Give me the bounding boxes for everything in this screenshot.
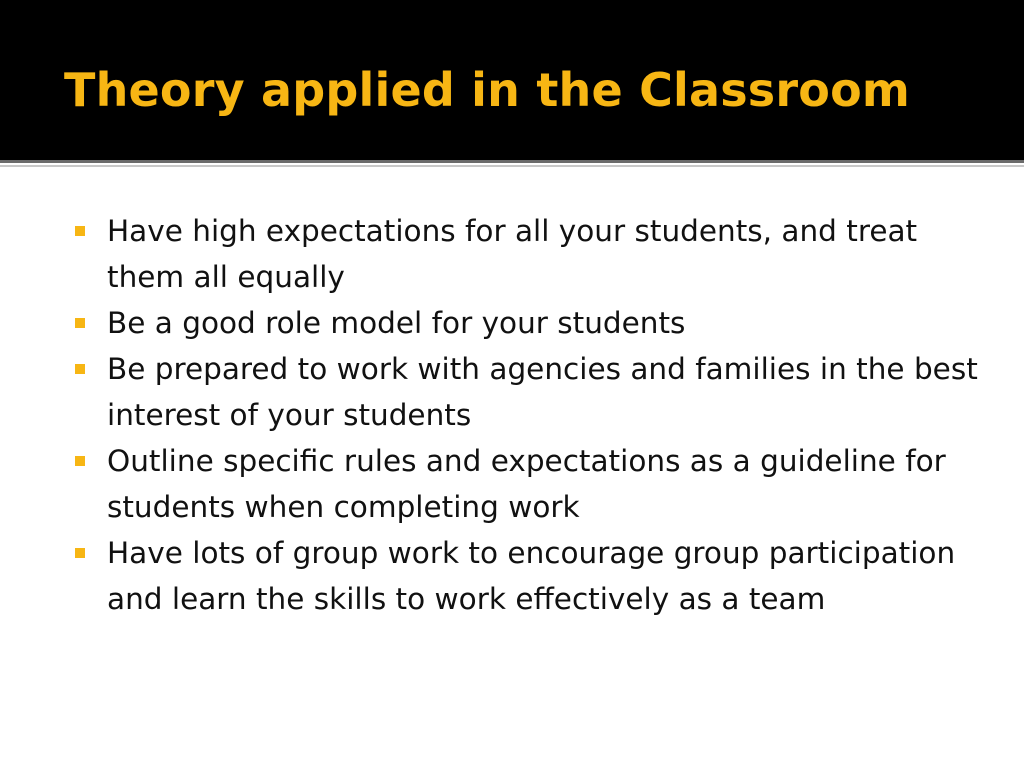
bullet-item <box>72 300 982 346</box>
bullet-item <box>72 530 982 622</box>
bullet-text: Be prepared to work with agencies and families in the best interest of your students <box>107 352 978 432</box>
square-bullet-icon <box>75 548 85 558</box>
title-divider <box>0 160 1024 163</box>
bullet-item <box>72 208 982 300</box>
square-bullet-icon <box>75 318 85 328</box>
bullet-text: Outline specific rules and expectations as a guideline for students when completing work <box>107 444 946 524</box>
bullet-list <box>72 208 982 622</box>
bullet-item <box>72 438 982 530</box>
slide-title: Theory applied in the Classroom <box>64 63 911 117</box>
title-divider-highlight <box>0 165 1024 167</box>
bullet-text: Be a good role model for your students <box>107 306 686 340</box>
bullet-item <box>72 346 982 438</box>
bullet-text: Have high expectations for all your students, and treat them all equally <box>107 214 918 294</box>
square-bullet-icon <box>75 456 85 466</box>
bullet-text: Have lots of group work to encourage group participation and learn the skills to work effectively as a team <box>107 536 956 616</box>
square-bullet-icon <box>75 364 85 374</box>
square-bullet-icon <box>75 226 85 236</box>
